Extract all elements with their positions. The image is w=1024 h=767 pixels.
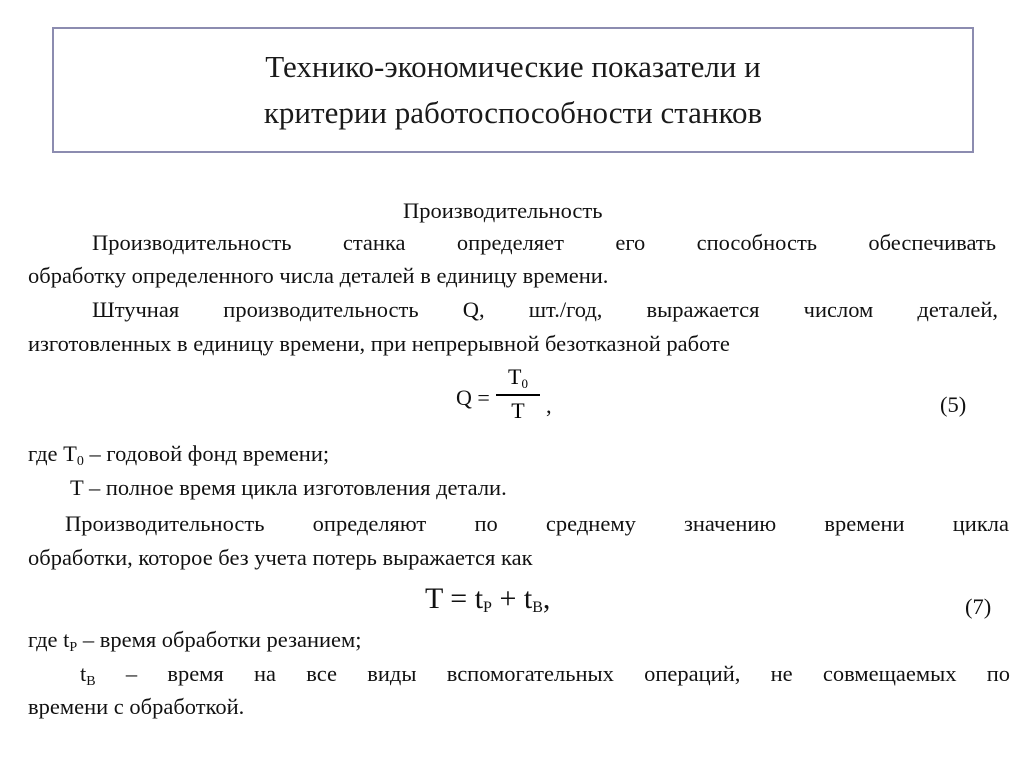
para2-line1: Штучная производительность Q, шт./год, выражается числом деталей,	[92, 297, 998, 322]
fraction-bar	[496, 394, 540, 396]
formula7-number: (7)	[965, 594, 992, 619]
where1: где $T_0$ – годовой фонд времени;	[28, 441, 330, 469]
where3: где $t_P$ – время обработки резанием;	[28, 627, 362, 655]
section-heading: Производительность	[403, 198, 603, 223]
para3-line2: обработки, которое без учета потерь выражается как	[28, 545, 533, 570]
para2-line2: изготовленных в единицу времени, при непрерывной безотказной работе	[28, 331, 730, 356]
para3-line1: Производительность определяют по среднему значению времени цикла	[65, 511, 1009, 536]
where2: T – полное время цикла изготовления детали.	[70, 475, 507, 500]
formula5-comma: ,	[546, 393, 552, 418]
where4-line2: времени с обработкой.	[28, 694, 245, 719]
formula7: $T = t_P + t_B$,	[425, 582, 551, 616]
title-box	[52, 27, 974, 153]
formula5-numerator: T0	[508, 364, 528, 391]
formula5-lhs: Q =	[456, 385, 490, 410]
para1-line2: обработку определенного числа деталей в единицу времени.	[28, 263, 609, 288]
page-title-line-2: критерии работоспособности станков	[263, 95, 763, 130]
formula5-denominator: T	[511, 397, 525, 423]
where4-line1: $t_B$ – время на все виды вспомогательных операций, не совмещаемых по	[80, 661, 1010, 689]
formula5-fraction	[496, 364, 540, 424]
page-title-line-1: Технико-экономические показатели и	[265, 49, 761, 84]
para1-line1: Производительность станка определяет его способность обеспечивать	[92, 230, 996, 255]
formula5-number: (5)	[940, 392, 967, 417]
